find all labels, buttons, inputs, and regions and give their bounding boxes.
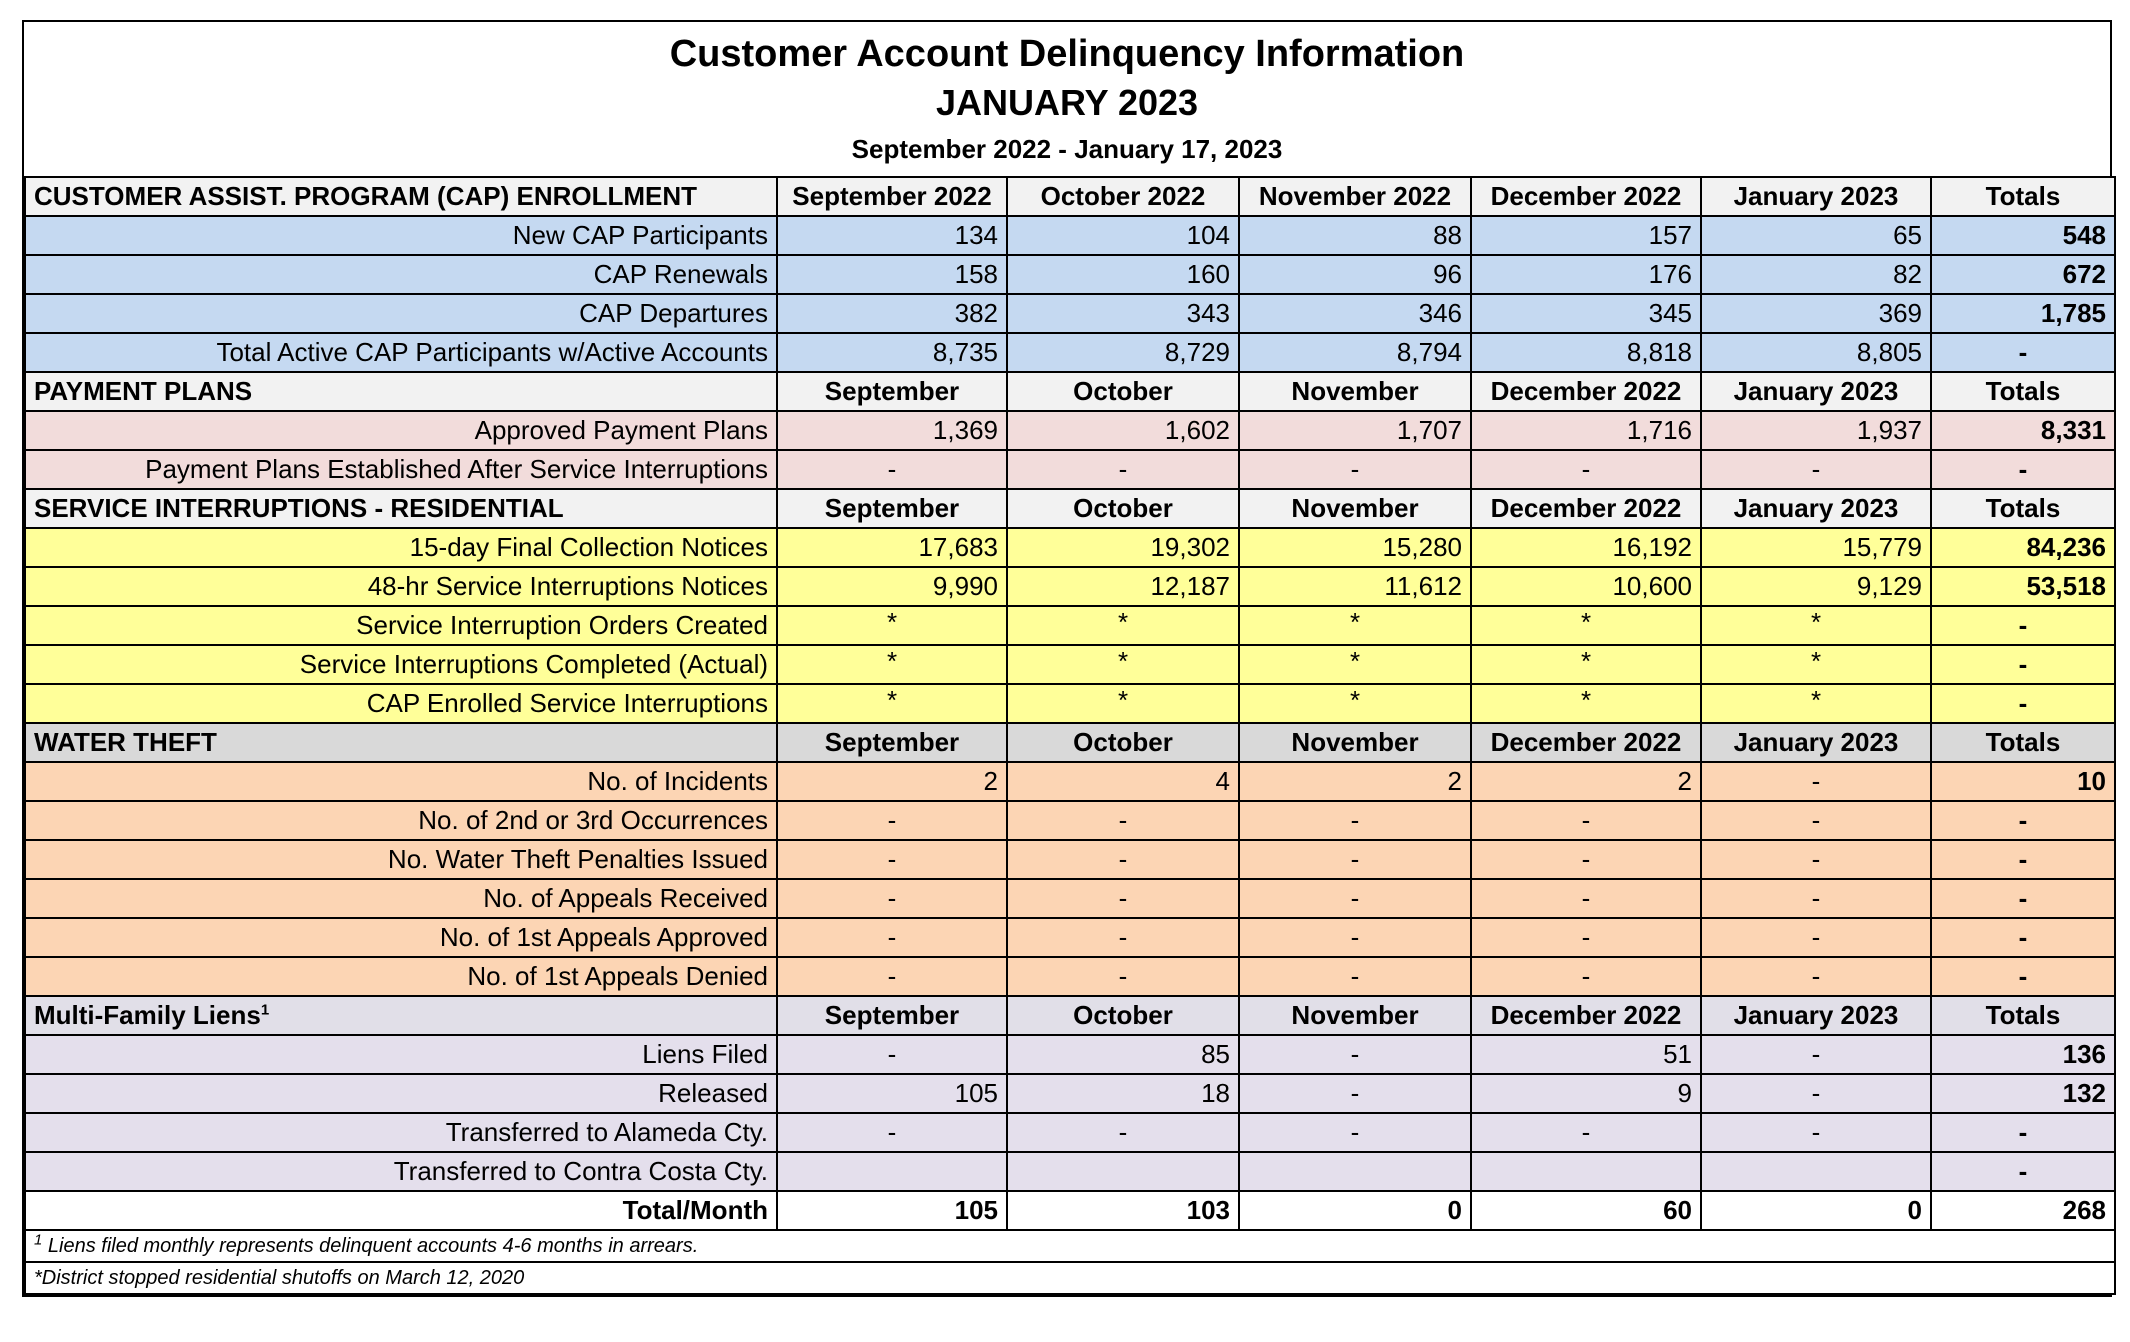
report-date-range: September 2022 - January 17, 2023	[851, 134, 1283, 164]
table-cell: -	[1471, 450, 1701, 489]
table-cell: -	[1701, 801, 1931, 840]
section-title	[25, 489, 777, 528]
table-cell: 160	[1007, 255, 1239, 294]
table-cell	[1701, 1152, 1931, 1191]
table-cell: -	[1471, 957, 1701, 996]
row-label: CAP Departures	[25, 294, 777, 333]
table-cell	[1471, 1152, 1701, 1191]
section-title-text: SERVICE INTERRUPTIONS - RESIDENTIAL	[34, 493, 564, 523]
row-label: Transferred to Alameda Cty.	[25, 1113, 777, 1152]
row-label: No. of 1st Appeals Approved	[25, 918, 777, 957]
column-header: January 2023	[1701, 996, 1931, 1035]
table-cell: -	[777, 450, 1007, 489]
table-cell: 382	[777, 294, 1007, 333]
column-header: Totals	[1931, 996, 2115, 1035]
column-header: December 2022	[1471, 723, 1701, 762]
row-total: -	[1931, 606, 2115, 645]
footnote-text: Liens filed monthly represents delinquent accounts 4-6 months in arrears.	[42, 1235, 699, 1257]
table-cell: 19,302	[1007, 528, 1239, 567]
table-cell: 18	[1007, 1074, 1239, 1113]
table-row	[25, 411, 2115, 450]
total-month-cell: 60	[1471, 1191, 1701, 1230]
table-row	[25, 1113, 2115, 1152]
table-cell: -	[1007, 879, 1239, 918]
section-title	[25, 177, 777, 216]
row-total: -	[1931, 450, 2115, 489]
table-cell: -	[1701, 957, 1931, 996]
table-cell: 88	[1239, 216, 1471, 255]
column-header: January 2023	[1701, 489, 1931, 528]
column-header: November	[1239, 372, 1471, 411]
table-row	[25, 528, 2115, 567]
column-header: December 2022	[1471, 489, 1701, 528]
row-label: Approved Payment Plans	[25, 411, 777, 450]
table-cell: -	[1701, 1074, 1931, 1113]
table-cell: -	[1007, 1113, 1239, 1152]
table-cell: *	[777, 645, 1007, 684]
row-total: -	[1931, 1113, 2115, 1152]
table-cell: 85	[1007, 1035, 1239, 1074]
row-total: -	[1931, 645, 2115, 684]
table-row	[25, 1074, 2115, 1113]
section-header-row	[25, 489, 2115, 528]
total-month-label: Total/Month	[25, 1191, 777, 1230]
total-month-cell: 0	[1239, 1191, 1471, 1230]
report-subtitle: JANUARY 2023	[935, 82, 1199, 123]
table-cell: 17,683	[777, 528, 1007, 567]
total-month-cell: 103	[1007, 1191, 1239, 1230]
table-cell: -	[1239, 1074, 1471, 1113]
table-cell: 2	[1471, 762, 1701, 801]
column-header: December 2022	[1471, 996, 1701, 1035]
table-row	[25, 450, 2115, 489]
table-row	[25, 645, 2115, 684]
column-header: November	[1239, 489, 1471, 528]
row-total: -	[1931, 918, 2115, 957]
column-header: September 2022	[777, 177, 1007, 216]
row-total: -	[1931, 879, 2115, 918]
section-title-text: WATER THEFT	[34, 727, 217, 757]
table-cell: -	[1239, 1035, 1471, 1074]
row-total: 132	[1931, 1074, 2115, 1113]
footnote-marker: 1	[260, 1001, 270, 1019]
table-cell: *	[1007, 606, 1239, 645]
column-header: January 2023	[1701, 372, 1931, 411]
table-cell: 12,187	[1007, 567, 1239, 606]
table-cell: -	[1471, 879, 1701, 918]
row-total: 672	[1931, 255, 2115, 294]
table-cell: *	[1239, 684, 1471, 723]
column-header: September	[777, 723, 1007, 762]
table-cell: -	[1471, 1113, 1701, 1152]
table-cell: 11,612	[1239, 567, 1471, 606]
row-label: CAP Renewals	[25, 255, 777, 294]
column-header: October 2022	[1007, 177, 1239, 216]
row-label: Transferred to Contra Costa Cty.	[25, 1152, 777, 1191]
table-cell: 1,602	[1007, 411, 1239, 450]
table-cell: 8,805	[1701, 333, 1931, 372]
table-cell: *	[1471, 645, 1701, 684]
table-cell: *	[1701, 606, 1931, 645]
table-cell: *	[1239, 606, 1471, 645]
report-header	[24, 22, 2110, 176]
grand-total: 268	[1931, 1191, 2115, 1230]
table-cell: 8,818	[1471, 333, 1701, 372]
table-cell: -	[1701, 840, 1931, 879]
column-header: January 2023	[1701, 723, 1931, 762]
row-label: 15-day Final Collection Notices	[25, 528, 777, 567]
table-cell: 134	[777, 216, 1007, 255]
table-cell: -	[1701, 879, 1931, 918]
column-header: October	[1007, 489, 1239, 528]
row-label: No. of 1st Appeals Denied	[25, 957, 777, 996]
table-cell: 16,192	[1471, 528, 1701, 567]
row-total: 1,785	[1931, 294, 2115, 333]
table-cell: 96	[1239, 255, 1471, 294]
column-header: Totals	[1931, 177, 2115, 216]
table-cell: -	[777, 1113, 1007, 1152]
column-header: November	[1239, 996, 1471, 1035]
column-header: September	[777, 489, 1007, 528]
column-header: October	[1007, 723, 1239, 762]
table-cell: *	[1471, 606, 1701, 645]
table-cell: -	[1007, 450, 1239, 489]
column-header: November	[1239, 723, 1471, 762]
table-row	[25, 216, 2115, 255]
table-cell: -	[1471, 840, 1701, 879]
table-cell: 158	[777, 255, 1007, 294]
column-header: September	[777, 372, 1007, 411]
table-row	[25, 294, 2115, 333]
total-month-cell: 105	[777, 1191, 1007, 1230]
column-header: Totals	[1931, 723, 2115, 762]
table-cell: -	[1701, 450, 1931, 489]
table-cell: 15,779	[1701, 528, 1931, 567]
table-cell: 10,600	[1471, 567, 1701, 606]
table-cell: 105	[777, 1074, 1007, 1113]
table-cell: 8,729	[1007, 333, 1239, 372]
section-title-text: Multi-Family Liens	[34, 1000, 261, 1030]
row-total: -	[1931, 840, 2115, 879]
row-total: -	[1931, 957, 2115, 996]
footnote	[25, 1262, 2115, 1294]
table-cell: -	[777, 879, 1007, 918]
row-total: 10	[1931, 762, 2115, 801]
row-label: No. of Appeals Received	[25, 879, 777, 918]
row-label: No. of Incidents	[25, 762, 777, 801]
column-header: October	[1007, 372, 1239, 411]
column-header: Totals	[1931, 372, 2115, 411]
table-row	[25, 762, 2115, 801]
table-row	[25, 1152, 2115, 1191]
table-cell: 346	[1239, 294, 1471, 333]
footnote-marker: 1	[34, 1231, 43, 1249]
table-row	[25, 333, 2115, 372]
table-cell: -	[1239, 957, 1471, 996]
delinquency-table	[24, 176, 2116, 1295]
section-title-text: PAYMENT PLANS	[34, 376, 253, 406]
row-label: No. Water Theft Penalties Issued	[25, 840, 777, 879]
table-row	[25, 255, 2115, 294]
row-label: Payment Plans Established After Service Interruptions	[25, 450, 777, 489]
table-cell: 176	[1471, 255, 1701, 294]
table-cell: 15,280	[1239, 528, 1471, 567]
table-cell: -	[777, 918, 1007, 957]
table-row	[25, 918, 2115, 957]
section-title	[25, 996, 777, 1035]
table-cell: 1,707	[1239, 411, 1471, 450]
footnote-row	[25, 1230, 2115, 1262]
table-cell: -	[777, 801, 1007, 840]
column-header: November 2022	[1239, 177, 1471, 216]
row-total: -	[1931, 684, 2115, 723]
table-cell: 65	[1701, 216, 1931, 255]
section-header-row	[25, 372, 2115, 411]
table-row	[25, 1035, 2115, 1074]
section-title	[25, 372, 777, 411]
table-row	[25, 840, 2115, 879]
section-title-text: CUSTOMER ASSIST. PROGRAM (CAP) ENROLLMENT	[34, 181, 698, 211]
column-header: Totals	[1931, 489, 2115, 528]
table-row	[25, 684, 2115, 723]
table-cell: -	[1007, 957, 1239, 996]
row-total: 8,331	[1931, 411, 2115, 450]
table-cell: 345	[1471, 294, 1701, 333]
table-cell: 9,129	[1701, 567, 1931, 606]
section-header-row	[25, 723, 2115, 762]
column-header: October	[1007, 996, 1239, 1035]
table-cell: *	[1239, 645, 1471, 684]
table-cell: -	[777, 840, 1007, 879]
table-cell: -	[1007, 840, 1239, 879]
section-header-row	[25, 996, 2115, 1035]
row-total: -	[1931, 1152, 2115, 1191]
table-cell: -	[1007, 801, 1239, 840]
table-cell: -	[1701, 918, 1931, 957]
table-cell: *	[1007, 645, 1239, 684]
table-cell: *	[1701, 684, 1931, 723]
row-label: Released	[25, 1074, 777, 1113]
column-header: September	[777, 996, 1007, 1035]
table-row	[25, 606, 2115, 645]
table-cell: 104	[1007, 216, 1239, 255]
row-label: Service Interruption Orders Created	[25, 606, 777, 645]
row-label: Service Interruptions Completed (Actual)	[25, 645, 777, 684]
table-cell: -	[1239, 450, 1471, 489]
table-cell: -	[1471, 801, 1701, 840]
table-cell: 157	[1471, 216, 1701, 255]
table-cell: -	[1239, 801, 1471, 840]
column-header: January 2023	[1701, 177, 1931, 216]
table-cell: -	[1007, 918, 1239, 957]
section-header-row	[25, 177, 2115, 216]
table-cell: 1,369	[777, 411, 1007, 450]
table-cell: *	[777, 684, 1007, 723]
row-label: Liens Filed	[25, 1035, 777, 1074]
total-month-cell: 0	[1701, 1191, 1931, 1230]
table-cell: 8,794	[1239, 333, 1471, 372]
table-cell: 343	[1007, 294, 1239, 333]
table-cell	[777, 1152, 1007, 1191]
row-label: 48-hr Service Interruptions Notices	[25, 567, 777, 606]
row-total: 136	[1931, 1035, 2115, 1074]
table-cell: 9,990	[777, 567, 1007, 606]
row-label: Total Active CAP Participants w/Active Accounts	[25, 333, 777, 372]
table-cell: *	[1701, 645, 1931, 684]
table-cell: -	[1239, 1113, 1471, 1152]
table-cell: -	[777, 1035, 1007, 1074]
table-cell: -	[1239, 840, 1471, 879]
table-row	[25, 957, 2115, 996]
table-cell	[1239, 1152, 1471, 1191]
table-cell: 1,937	[1701, 411, 1931, 450]
row-total: 548	[1931, 216, 2115, 255]
row-total: 53,518	[1931, 567, 2115, 606]
column-header: December 2022	[1471, 177, 1701, 216]
table-cell: 9	[1471, 1074, 1701, 1113]
row-total: -	[1931, 333, 2115, 372]
row-label: CAP Enrolled Service Interruptions	[25, 684, 777, 723]
column-header: December 2022	[1471, 372, 1701, 411]
table-row	[25, 567, 2115, 606]
table-row	[25, 879, 2115, 918]
table-cell: -	[1701, 762, 1931, 801]
table-cell	[1007, 1152, 1239, 1191]
table-cell: 4	[1007, 762, 1239, 801]
table-cell: -	[777, 957, 1007, 996]
delinquency-report	[22, 20, 2112, 1297]
table-cell: 2	[1239, 762, 1471, 801]
table-cell: -	[1471, 918, 1701, 957]
table-cell: 2	[777, 762, 1007, 801]
table-cell: *	[1471, 684, 1701, 723]
total-month-row	[25, 1191, 2115, 1230]
footnote-text: *District stopped residential shutoffs on March 12, 2020	[34, 1267, 525, 1289]
table-cell: -	[1701, 1113, 1931, 1152]
row-label: New CAP Participants	[25, 216, 777, 255]
table-cell: 82	[1701, 255, 1931, 294]
report-title: Customer Account Delinquency Information	[669, 33, 1465, 75]
table-cell: -	[1239, 879, 1471, 918]
footnote	[25, 1230, 2115, 1262]
table-cell: 369	[1701, 294, 1931, 333]
table-cell: -	[1239, 918, 1471, 957]
table-row	[25, 801, 2115, 840]
table-cell: 51	[1471, 1035, 1701, 1074]
table-cell: *	[1007, 684, 1239, 723]
row-label: No. of 2nd or 3rd Occurrences	[25, 801, 777, 840]
table-cell: *	[777, 606, 1007, 645]
section-title	[25, 723, 777, 762]
table-cell: 8,735	[777, 333, 1007, 372]
footnote-row	[25, 1262, 2115, 1294]
row-total: -	[1931, 801, 2115, 840]
table-cell: -	[1701, 1035, 1931, 1074]
row-total: 84,236	[1931, 528, 2115, 567]
table-cell: 1,716	[1471, 411, 1701, 450]
